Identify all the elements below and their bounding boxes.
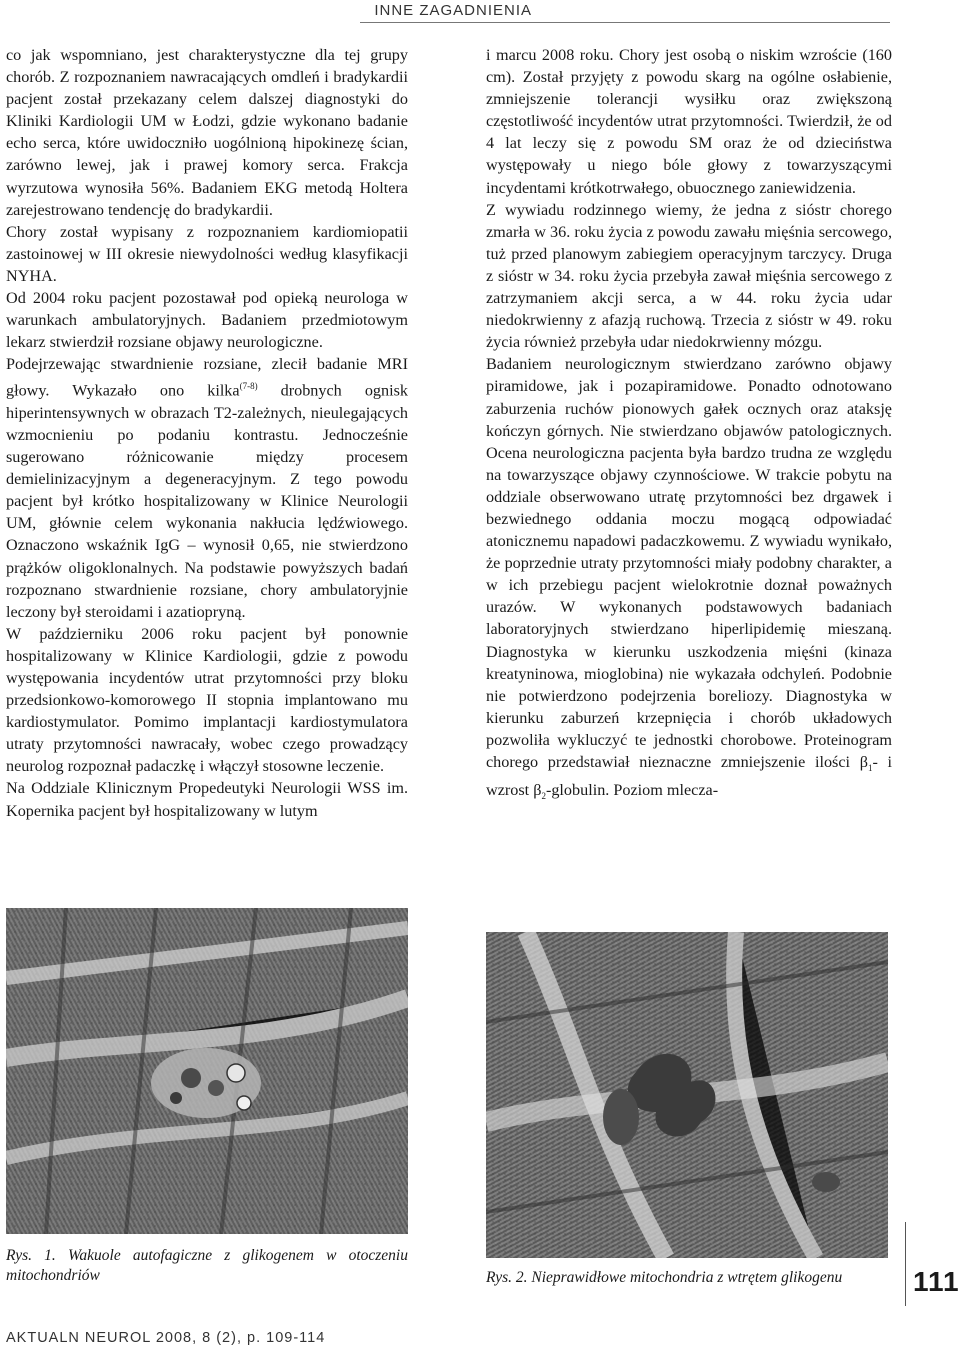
paragraph	[486, 353, 892, 807]
figure-label: Rys. 1.	[6, 1247, 56, 1264]
page-number-rule	[905, 1222, 906, 1306]
paragraph-text: -globulin. Poziom mlecza-	[545, 781, 719, 800]
paragraph: Od 2004 roku pacjent pozostawał pod opieką neurologa w warunkach ambulatoryjnych. Badaniem przedmiotowym lekarz stwierdził rozsiane objawy neurologiczne.	[6, 289, 408, 352]
figure-2-micrograph	[486, 932, 888, 1258]
micrograph-image	[6, 908, 408, 1234]
figure-1-micrograph	[6, 908, 408, 1234]
paragraph: co jak wspomniano, jest charakterystyczne dla tej grupy chorób. Z rozpoznaniem nawracających omdleń i bradykardii pacjent został przekazany celem dalszej diagnostyki do Kliniki Kardiologii UM w Łodzi, gdzie wykonano badanie echo serca, które uwidoczniło uogólnioną hipokinezę ścian, zarówno lewej, jak i prawej komory serca. Frakcja wyrzutowa wynosiła 56%. Badaniem EKG metodą Holtera zarejestrowano tendencję do bradykardii.	[6, 46, 408, 219]
citation-superscript: (7-8)	[239, 381, 258, 392]
paragraph-text: drobnych ognisk hiperintensywnych w obrazach T2-zależnych, nieulegających wzmocnieniu po podaniu kontrastu. Jednocześnie sugerowano różnicowanie między procesem demielinizacyjnym a degeneracyjnym. Z tego powodu pacjent był krótko hospitalizowany w Klinice Neurologii UM, głównie celem wykonania nakłucia lędźwiowego. Oznaczono wskaźnik IgG – wynosił 0,65, nie stwierdzono prążków oligoklonalnych. Na podstawie powyższych badań rozpoznano stwardnienie rozsiane, chory ambulatoryjnie leczony był steroidami i azatiopryną.	[6, 381, 408, 621]
paragraph: Chory został wypisany z rozpoznaniem kardiomiopatii zastoinowej w III okresie niewydolności według klasyfikacji NYHA.	[6, 222, 408, 285]
paragraph: W październiku 2006 roku pacjent był ponownie hospitalizowany w Klinice Kardiologii, gdzie z powodu występowania incydentów utrat przytomności przy bloku przedsionkowo-komorowego II stopnia implantowano mu kardiostymulator. Pomimo implantacji kardiostymulatora utraty przytomności nawracały, wobec czego prowadzący neurolog rozpoznał padaczkę i włączył stosowne leczenie.	[6, 624, 408, 776]
paragraph: Na Oddziale Klinicznym Propedeutyki Neurologii WSS im. Kopernika pacjent był hospitalizowany w lutym	[6, 779, 408, 820]
subscript: 1	[867, 763, 873, 774]
journal-citation-footer: AKTUALN NEUROL 2008, 8 (2), p. 109-114	[6, 1330, 326, 1346]
figure-2-caption	[486, 1268, 896, 1288]
page-number: 111	[913, 1266, 960, 1297]
paragraph-text: Badaniem neurologicznym stwierdzano zarówno objawy piramidowe, jak i pozapiramidowe. Ponadto odnotowano zaburzenia ruchów pionowych gałek ocznych oraz ataksję kończyn górnych. Nie stwierdzano objawów patologicznych. Ocena neurologiczna pacjenta była bardzo trudna ze względu na towarzyszące objawy czynnościowe. W trakcie pobytu na oddziale obserwowano utratę przytomności bez drgawek i bezwiednego oddania moczu mogącą odpowiadać atonicznemu napadowi padaczkowemu. Z wywiadu wynikało, że poprzednie utraty przytomności miały podobny charakter, a w ich przebiegu pacjent wielokrotnie doznał poważnych urazów. W wykonanych podstawowych badaniach laboratoryjnych stwierdzano hiperlipidemię mieszaną. Diagnostyka w kierunku uszkodzenia mięśni (kinaza kreatyninowa, mioglobina) nie wykazała odchyleń. Podobnie nie potwierdzono podejrzenia boreliozy. Diagnostyka w kierunku zaburzeń krzepnięcia i chorób układowych pozwoliła wykluczyć te jednostki chorobowe. Proteinogram chorego przedstawiał nieznaczne zmniejszenie ilości β	[486, 355, 892, 771]
paragraph	[6, 353, 408, 623]
figure-label: Rys. 2.	[486, 1269, 528, 1286]
right-column	[486, 44, 892, 808]
caption-text: Wakuole autofagiczne z glikogenem w otoczeniu mitochondriów	[6, 1247, 408, 1284]
paragraph: i marcu 2008 roku. Chory jest osobą o niskim wzroście (160 cm). Został przyjęty z powodu skarg na ogólne osłabienie, zmniejszenie tolerancji wysiłku oraz zwiększoną częstotliwość incydentów utrat przytomności. Twierdził, że od 4 lat leczy się z powodu SM oraz że od dzieciństwa występowały u niego bóle głowy z towarzyszącymi incydentami krótkotrwałego, obuocznego zaniewidzenia.	[486, 46, 892, 197]
paragraph: Z wywiadu rodzinnego wiemy, że jedna z sióstr chorego zmarła w 36. roku życia z powodu zawału mięśnia sercowego, tuż przed planowym zabiegiem operacyjnym tarczycy. Druga z sióstr w 34. roku życia przebyła zawał mięśnia sercowego z zatrzymaniem akcji serca, a w 44. roku życia udar niedokrwienny z afazją ruchową. Trzecia z sióstr w 49. roku życia również przebyła udar niedokrwienny mózgu.	[486, 200, 892, 352]
caption-text: Nieprawidłowe mitochondria z wtrętem glikogenu	[531, 1269, 843, 1286]
left-column	[6, 44, 408, 822]
header-rule	[360, 22, 890, 23]
figure-1-caption	[6, 1246, 408, 1286]
micrograph-image	[486, 932, 888, 1258]
subscript: 2	[541, 791, 546, 802]
paragraph-text: Podejrzewając stwardnienie rozsiane, zlecił badanie MRI głowy. Wykazało ono kilka	[6, 355, 408, 400]
paragraph-text: - i wzrost β	[486, 753, 893, 800]
running-header: INNE ZAGADNIENIA	[374, 2, 532, 19]
